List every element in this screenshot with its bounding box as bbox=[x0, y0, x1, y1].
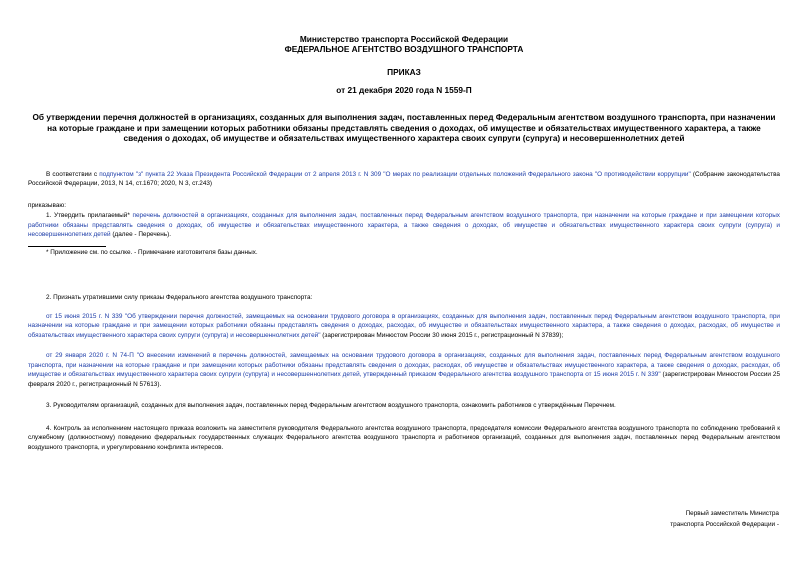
order-74p-link[interactable]: от 29 января 2020 г. N 74-П "О внесении изменений в перечень должностей, замещаемых на основании трудового договора в организациях, созданных для выполнения задач, поставленных перед Федеральным агентством воздушного транспорта, при назначении на которые граждане и при замещении которых работники обязаны представлять сведения о доходах, расходах, об имуществе и обязательствах имущественного характера, а также сведения о доходах, расходах, об имуществе и обязательствах имущественного характера своих супруги (супруга) и несовершеннолетних детей, утвержденный приказом Федерального агентства воздушного транспорта от 15 июня 2015 г. N 339" bbox=[28, 352, 780, 379]
list-link[interactable]: перечень должностей в организациях, созданных для выполнения задач, поставленных перед Федеральным агентством воздушного транспорта, при назначении на которые граждане и при замещении которых работники обязаны представлять сведения о доходах, об имуществе и обязательствах имущественного характера, а также сведения о доходах, об имуществе и обязательствах имущественного характера своих супруги (супруга) и несовершеннолетних детей bbox=[28, 212, 780, 239]
footnote-divider bbox=[28, 246, 106, 247]
order-74p-registration: (зарегистрирован Минюстом России 25 февраля 2020 г., регистрационный N 57613). bbox=[28, 371, 781, 388]
orders-word: приказываю: bbox=[28, 201, 66, 209]
item-1-paragraph bbox=[28, 211, 780, 240]
basis-link[interactable]: подпунктом "з" пункта 22 Указа Президента Российской Федерации от 2 апреля 2013 г. N 309 "О мерах по реализации отдельных положений Федерального закона "О противодействии коррупции" bbox=[99, 170, 691, 178]
document bbox=[28, 0, 780, 452]
item-1-prefix: 1. Утвердить прилагаемый* bbox=[46, 212, 133, 220]
signature-line-1: Первый заместитель Министра bbox=[685, 510, 779, 517]
signature-line-2: транспорта Российской Федерации - bbox=[670, 521, 779, 528]
item-3-paragraph: 3. Руководителям организаций, созданных для выполнения задач, поставленных перед Федеральным агентством воздушного транспорта, ознакомить работников с утверждённым Перечнем. bbox=[46, 402, 616, 410]
order-339-registration: (зарегистрирован Минюстом России 30 июня 2015 г., регистрационный N 37839); bbox=[320, 331, 564, 339]
item-4-paragraph: 4. Контроль за исполнением настоящего приказа возложить на заместителя руководителя Федерального агентства воздушного транспорта, председателя комиссии Федерального агентства воздушного транспорта по соблюдению требований к служебному (должностному) поведению федеральных государственных служащих Федерального агентства воздушного транспорта и работников организаций, созданных для выполнения задач, поставленных перед Федеральным агентством воздушного транспорта, и урегулированию конфликта интересов. bbox=[28, 424, 780, 451]
item-1-suffix: (далее - Перечень). bbox=[110, 231, 172, 239]
document-date-number: от 21 декабря 2020 года N 1559-П bbox=[336, 85, 472, 95]
document-type: ПРИКАЗ bbox=[387, 67, 421, 77]
order-339-link[interactable]: от 15 июня 2015 г. N 339 "Об утверждении перечня должностей, замещаемых на основании трудового договора в организациях, созданных для выполнения задач, поставленных перед Федеральным агентством воздушного транспорта, при назначении на которые граждане и при замещении которых работники обязаны представлять сведения о доходах, расходах, об имуществе и обязательствах имущественного характера, а также сведения о доходах, расходах, об имуществе и обязательствах имущественного характера своих супруги (супруга) и несовершеннолетних детей" bbox=[28, 312, 780, 339]
item-2-paragraph: 2. Признать утратившими силу приказы Федерального агентства воздушного транспорта: bbox=[46, 294, 313, 302]
basis-suffix: (Собрание законодательства Российской Федерации, 2013, N 14, ст.1670; 2020, N 3, ст.243) bbox=[28, 170, 780, 188]
ministry-name: Министерство транспорта Российской Федерации bbox=[299, 34, 509, 44]
footnote: * Приложение см. по ссылке. - Примечание изготовителя базы данных. bbox=[46, 248, 258, 256]
basis-paragraph bbox=[28, 170, 780, 189]
signature-block bbox=[670, 508, 779, 530]
document-title: Об утверждении перечня должностей в организациях, созданных для выполнения задач, поставленных перед Федеральным агентством воздушного транспорта, при назначении на которые граждане и при замещении которых работники обязаны представлять сведения о доходах, об имуществе и обязательствах имущественного характера, а также сведения о доходах, об имуществе и обязательствах имущественного характера своих супруги (супруга) и несовершеннолетних детей bbox=[32, 112, 776, 144]
repealed-order-2 bbox=[28, 351, 780, 389]
repealed-order-1 bbox=[28, 312, 780, 341]
basis-prefix: В соответствии с bbox=[46, 170, 100, 178]
agency-name: ФЕДЕРАЛЬНОЕ АГЕНТСТВО ВОЗДУШНОГО ТРАНСПОРТА bbox=[284, 44, 524, 54]
